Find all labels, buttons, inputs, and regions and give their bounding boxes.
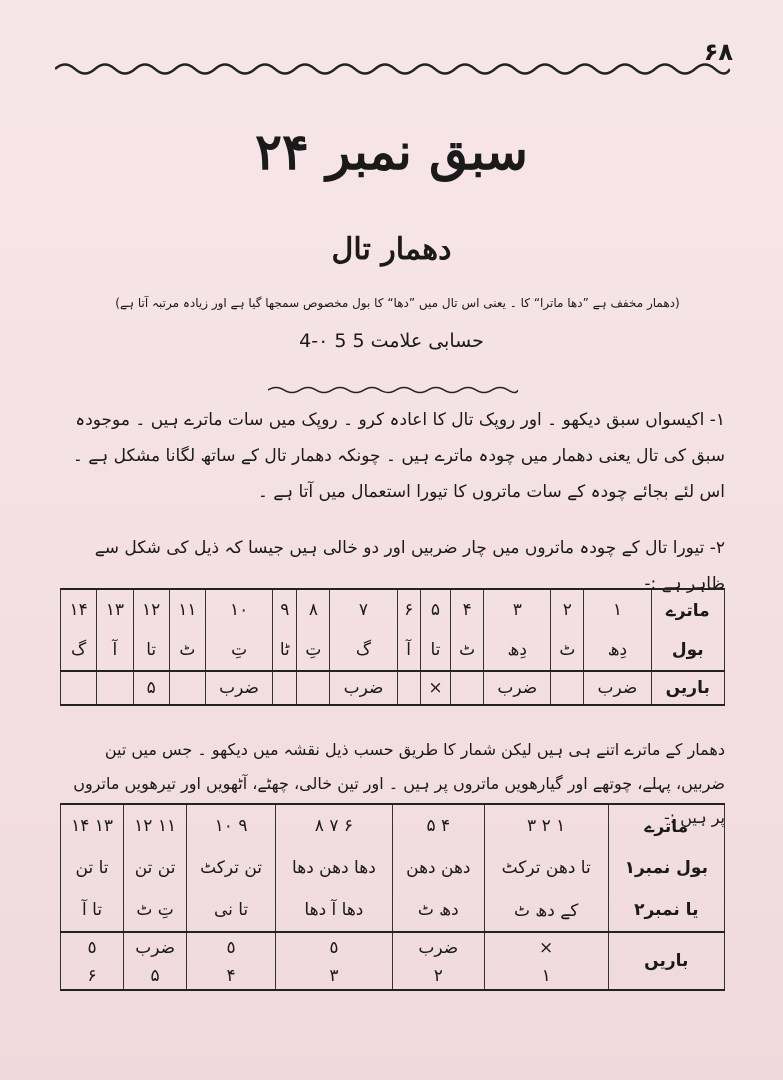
bol-cell: تا — [133, 630, 169, 671]
bol-group: تا تن — [61, 847, 124, 889]
bol-group: تا دھن ترکٹ — [484, 847, 608, 889]
bari-cell: ضرب — [584, 671, 651, 705]
bari-num: ۴ — [187, 963, 276, 990]
bol-group: کے دھ ٹ — [484, 889, 608, 932]
matre-row — [61, 589, 725, 630]
bol-cell: ٹ — [451, 630, 484, 671]
matra-group: ۴ ۵ — [392, 804, 484, 847]
matra-cell: ۶ — [397, 589, 420, 630]
bol-group: تن تن — [124, 847, 187, 889]
bari-sign: ضرب — [392, 932, 484, 963]
bari-sign: ٥ — [61, 932, 124, 963]
bari-cell — [551, 671, 584, 705]
bol-cell: دِھ — [584, 630, 651, 671]
lesson-title: سبق نمبر ۲۴ — [255, 122, 528, 181]
bol-group: دھ ٹ — [392, 889, 484, 932]
bol-cell: گ — [61, 630, 97, 671]
paragraph-3: دھمار کے ماترے اتنے ہی ہیں لیکن شمار کا طریق حسب ذیل نقشہ میں دیکھو ۔ جس میں تین ضربیں، پہلے، چوتھے اور گیارھویں ماتروں پر ہیں ۔ اور تین خالی، چھٹے، آٹھویں اور تیرھویں ماتروں پر ہیں :- — [73, 740, 725, 827]
bol-row — [61, 630, 725, 671]
matra-cell: ۱۴ — [61, 589, 97, 630]
bari-cell: ضرب — [206, 671, 273, 705]
bol-group: دھا آ دھا — [275, 889, 392, 932]
bari-label: باریں — [651, 671, 725, 705]
matre-row — [61, 804, 725, 847]
bari-sign: × — [484, 932, 608, 963]
matra-cell: ۴ — [451, 589, 484, 630]
bol-cell: ٹا — [273, 630, 297, 671]
dhamar-table — [60, 803, 725, 991]
matra-cell: ۳ — [484, 589, 551, 630]
matra-cell: ۷ — [330, 589, 397, 630]
bari-cell: ۵ — [133, 671, 169, 705]
taal-name: دھمار تال — [331, 232, 452, 267]
matra-cell: ۱۰ — [206, 589, 273, 630]
bari-cell: ضرب — [330, 671, 397, 705]
bol-group: تِ ٹ — [124, 889, 187, 932]
bari-num: ۱ — [484, 963, 608, 990]
bol-cell: تا — [420, 630, 450, 671]
bol2-row — [61, 889, 725, 932]
bari-cell — [273, 671, 297, 705]
bari-sign: ٥ — [187, 932, 276, 963]
bari-cell: × — [420, 671, 450, 705]
matre-label: ماترے — [651, 589, 725, 630]
bol1-row — [61, 847, 725, 889]
bol-cell: تِ — [206, 630, 273, 671]
bari-num: ۶ — [61, 963, 124, 990]
bari-sign: ضرب — [124, 932, 187, 963]
bol-cell: آ — [397, 630, 420, 671]
bari-row — [61, 671, 725, 705]
bari-cell — [61, 671, 97, 705]
bol-cell: دِھ — [484, 630, 551, 671]
bol-label: بول — [651, 630, 725, 671]
hisabi-signs: حسابی علامت 5 5 ٠-4 — [299, 330, 484, 352]
bari-num: ۵ — [124, 963, 187, 990]
page-number: ۶۸ — [703, 38, 733, 66]
bol-cell: آ — [97, 630, 133, 671]
bol-group: دھا دھن دھا — [275, 847, 392, 889]
matra-cell: ۸ — [297, 589, 330, 630]
matra-cell: ۲ — [551, 589, 584, 630]
bol-group: دھن دھن — [392, 847, 484, 889]
matre-label: ماترے — [608, 804, 724, 847]
matra-cell: ۵ — [420, 589, 450, 630]
matra-group: ۹ ۱۰ — [187, 804, 276, 847]
matra-cell: ۹ — [273, 589, 297, 630]
short-wavy-divider — [268, 385, 518, 395]
bol-cell: ٹ — [169, 630, 205, 671]
matra-cell: ۱۱ — [169, 589, 205, 630]
bol2-label: یا نمبر۲ — [608, 889, 724, 932]
bari-num: ۳ — [275, 963, 392, 990]
bari-cell — [451, 671, 484, 705]
wavy-divider — [55, 58, 730, 80]
matra-group: ۱ ۲ ۳ — [484, 804, 608, 847]
bol-cell: گ — [330, 630, 397, 671]
bol-cell: ٹ — [551, 630, 584, 671]
bari-cell — [97, 671, 133, 705]
bari-sign: ٥ — [275, 932, 392, 963]
bol-cell: تِ — [297, 630, 330, 671]
paragraph-2: ۲- تیورا تال کے چودہ ماتروں میں چار ضربیں اور دو خالی ہیں جیسا کہ ذیل کی شکل سے ظاہر ہے :- — [94, 538, 725, 594]
matra-cell: ۱ — [584, 589, 651, 630]
bol1-label: بول نمبر۱ — [608, 847, 724, 889]
bari-num: ۲ — [392, 963, 484, 990]
teevra-table — [60, 588, 725, 706]
bari-cell — [297, 671, 330, 705]
matra-group: ۱۱ ۱۲ — [124, 804, 187, 847]
bari-sign-row — [61, 932, 725, 963]
bari-label: باریں — [608, 932, 724, 990]
matra-group: ۶ ۷ ۸ — [275, 804, 392, 847]
bol-group: تن ترکٹ — [187, 847, 276, 889]
matra-group: ۱۳ ۱۴ — [61, 804, 124, 847]
bari-cell — [169, 671, 205, 705]
matra-cell: ۱۲ — [133, 589, 169, 630]
bol-group: تا نی — [187, 889, 276, 932]
bari-cell: ضرب — [484, 671, 551, 705]
matra-cell: ۱۳ — [97, 589, 133, 630]
bol-group: تا آ — [61, 889, 124, 932]
paragraph-1: ۱- اکیسواں سبق دیکھو ۔ اور روپک تال کا اعادہ کرو ۔ روپک میں سات ماترے ہیں ۔ موجودہ سبق کی تال یعنی دھمار میں چودہ ماترے ہیں ۔ چونکہ دھمار تال کے ساتھ لگانا مشکل ہے ۔ اس لئے بجائے چودہ کے سات ماتروں کا تیورا استعمال میں آتا ہے ۔ — [72, 410, 725, 502]
bari-cell — [397, 671, 420, 705]
taal-note: (دھمار مخفف ہے ”دھا ماترا“ کا ۔ یعنی اس تال میں ”دھا“ کا بول مخصوص سمجھا گیا ہے اور زیادہ مرتبہ آتا ہے) — [115, 296, 680, 310]
